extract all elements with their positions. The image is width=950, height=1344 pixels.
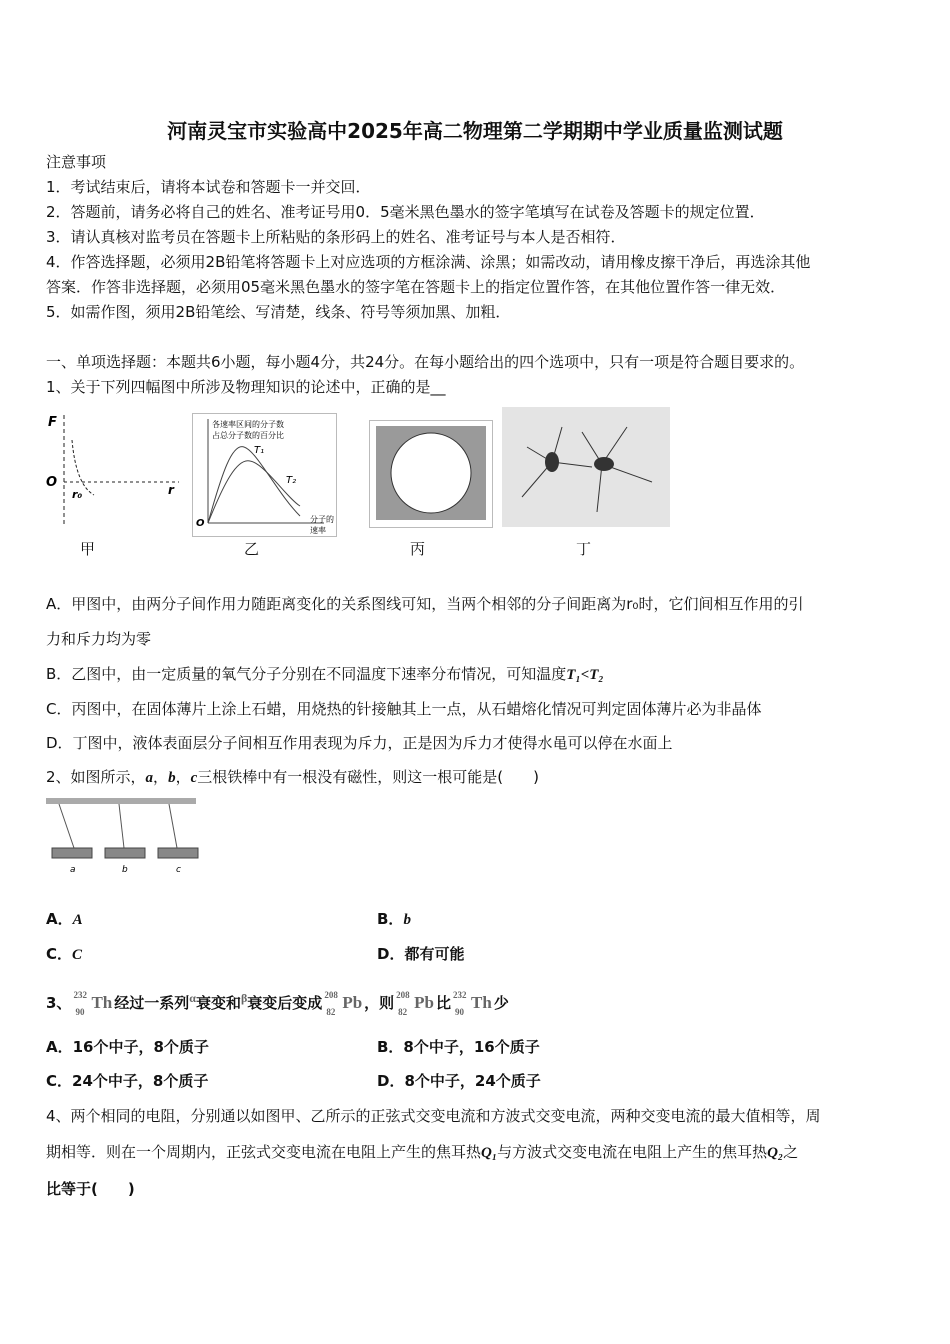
q1-option-c: C．丙图中，在固体薄片上涂上石蜡，用烧热的针接触其上一点，从石蜡熔化情况可判定固体薄片必为非晶体 <box>46 700 762 718</box>
q1-option-a: A．甲图中，由两分子间作用力随距离变化的关系图线可知，当两个相邻的分子间距离为r₀时，它们间相互作用的引 <box>46 595 804 613</box>
origin-O: O <box>46 475 58 490</box>
note-item: 4．作答选择题，必须用2B铅笔将答题卡上对应选项的方框涂满、涂黑；如需改动，请用橡皮擦干净后，再选涂其他 <box>46 253 811 271</box>
q2-option-c <box>46 944 82 965</box>
q2-option-b <box>377 909 411 930</box>
text: 少 <box>493 994 509 1012</box>
var: a <box>145 770 154 786</box>
q4-line1: 4、两个相同的电阻，分别通以如图甲、乙所示的正弦式交变电流和方波式交变电流，两种交变电流的最大值相等，周 <box>46 1107 821 1125</box>
num: 3、 <box>46 994 72 1012</box>
q2-symbol: Q₂ <box>767 1145 784 1161</box>
fig-label: 乙 <box>244 540 260 558</box>
page-title: 河南灵宝市实验高中2025年高二物理第二学期期中学业质量监测试题 <box>167 119 783 143</box>
note-item: 5．如需作图，须用2B铅笔绘、写清楚，线条、符号等须加黑、加粗． <box>46 303 511 321</box>
value: b <box>403 912 411 928</box>
mass: 208 <box>396 990 410 1000</box>
q1-option-b <box>46 664 604 685</box>
axis-F: F <box>48 415 57 430</box>
text: 与方波式交变电流在电阻上产生的焦耳热 <box>497 1143 768 1161</box>
z: 90 <box>455 1007 465 1017</box>
fig-iron-rods <box>44 796 199 878</box>
q1-symbol: Q₁ <box>481 1145 498 1161</box>
rod-label: b <box>122 865 128 875</box>
text: 衰变后变成 <box>247 994 323 1012</box>
text: 比 <box>436 994 452 1012</box>
note-item: 答案．作答非选择题，必须用05毫米黑色墨水的签字笔在答题卡上的指定位置作答，在其他位置作答一律无效． <box>46 278 786 296</box>
var: b <box>168 770 176 786</box>
key: B． <box>377 910 404 928</box>
x-label: 速率 <box>310 526 326 535</box>
y-label: 各速率区间的分子数 <box>212 420 284 429</box>
key: C． <box>46 945 73 963</box>
text: 2、如图所示， <box>46 768 146 786</box>
sym: Pb <box>414 993 435 1012</box>
q4-line2 <box>46 1142 798 1163</box>
key: A． <box>46 910 73 928</box>
section-heading: 一、单项选择题：本题共6小题，每小题4分，共24分。在每小题给出的四个选项中，只有一项是符合题目要求的。 <box>46 353 805 371</box>
math: T₁<T₂ <box>566 667 604 683</box>
note-item: 2．答题前，请务必将自己的姓名、准考证号用0．5毫米黑色墨水的签字笔填写在试卷及答题卡的规定位置． <box>46 203 765 221</box>
q1-stem: 1、关于下列四幅图中所涉及物理知识的论述中，正确的是__ <box>46 378 446 396</box>
beta: β <box>240 991 248 1005</box>
axis-r: r <box>168 483 174 497</box>
q3-option-d: D．8个中子，24个质子 <box>377 1072 541 1090</box>
rod-label: a <box>70 865 76 875</box>
value: 都有可能 <box>404 945 465 963</box>
alpha: α <box>189 991 196 1005</box>
nuclide-pb <box>396 990 435 1017</box>
q1-option-d: D．丁图中，液体表面层分子间相互作用表现为斥力，正是因为斥力才使得水黾可以停在水面上 <box>46 734 673 752</box>
fig-label: 丙 <box>410 540 426 558</box>
value: C <box>72 947 83 963</box>
sym: Th <box>91 993 113 1012</box>
sym: Th <box>471 993 492 1012</box>
q2-stem: 2、如图所示，a，b，c三根铁棒中有一根没有磁性，则这一根可能是( ) <box>46 768 539 786</box>
text: 期相等．则在一个周期内，正弦式交变电流在电阻上产生的焦耳热 <box>46 1143 482 1161</box>
sym: Pb <box>342 993 363 1012</box>
nuclide-th <box>73 990 113 1017</box>
fig-yi-speed-distribution <box>192 413 337 537</box>
mass: 208 <box>324 990 338 1000</box>
nuclide-pb <box>324 990 363 1017</box>
text: 经过一系列 <box>114 994 190 1012</box>
x-label: 分子的 <box>310 515 334 524</box>
q3-stem <box>46 988 509 1017</box>
q3-option-c: C．24个中子，8个质子 <box>46 1072 209 1090</box>
value: A <box>72 912 83 928</box>
note-item: 1．考试结束后，请将本试卷和答题卡一并交回． <box>46 178 371 196</box>
key: D． <box>377 945 405 963</box>
q3-option-a: A．16个中子，8个质子 <box>46 1038 209 1056</box>
q2-option-a <box>46 909 83 930</box>
r0-label: r₀ <box>72 488 83 501</box>
fig-label: 甲 <box>80 540 96 558</box>
fig-ding-water-striders <box>502 407 670 527</box>
y-label: 占总分子数的百分比 <box>212 431 284 440</box>
notes-heading: 注意事项 <box>46 153 107 171</box>
var: c <box>190 770 198 786</box>
nuclide-th <box>453 990 492 1017</box>
fig-label: 丁 <box>576 540 592 558</box>
text: 衰变和 <box>195 994 241 1012</box>
text: 之 <box>783 1143 799 1161</box>
t1-label: T₁ <box>254 445 265 456</box>
text: ，则 <box>364 994 395 1012</box>
origin-O: O <box>196 518 205 529</box>
option-text: B．乙图中，由一定质量的氧气分子分别在不同温度下速率分布情况，可知温度 <box>46 665 567 683</box>
z: 82 <box>326 1007 336 1017</box>
q4-line3: 比等于( ) <box>46 1180 135 1198</box>
text: 三根铁棒中有一根没有磁性，则这一根可能是( ) <box>197 768 539 786</box>
q2-option-d <box>377 944 464 964</box>
q3-option-b: B．8个中子，16个质子 <box>377 1038 540 1056</box>
z: 82 <box>398 1007 408 1017</box>
fig-jia-force-graph <box>44 410 184 530</box>
mass: 232 <box>453 990 467 1000</box>
q1-option-a-cont: 力和斥力均为零 <box>46 630 152 648</box>
note-item: 3．请认真核对监考员在答题卡上所粘贴的条形码上的姓名、准考证号与本人是否相符． <box>46 228 626 246</box>
z: 90 <box>75 1007 85 1017</box>
t2-label: T₂ <box>286 475 297 486</box>
rod-label: c <box>176 865 181 875</box>
mass: 232 <box>73 990 87 1000</box>
fig-bing-wax-melt <box>369 420 493 528</box>
